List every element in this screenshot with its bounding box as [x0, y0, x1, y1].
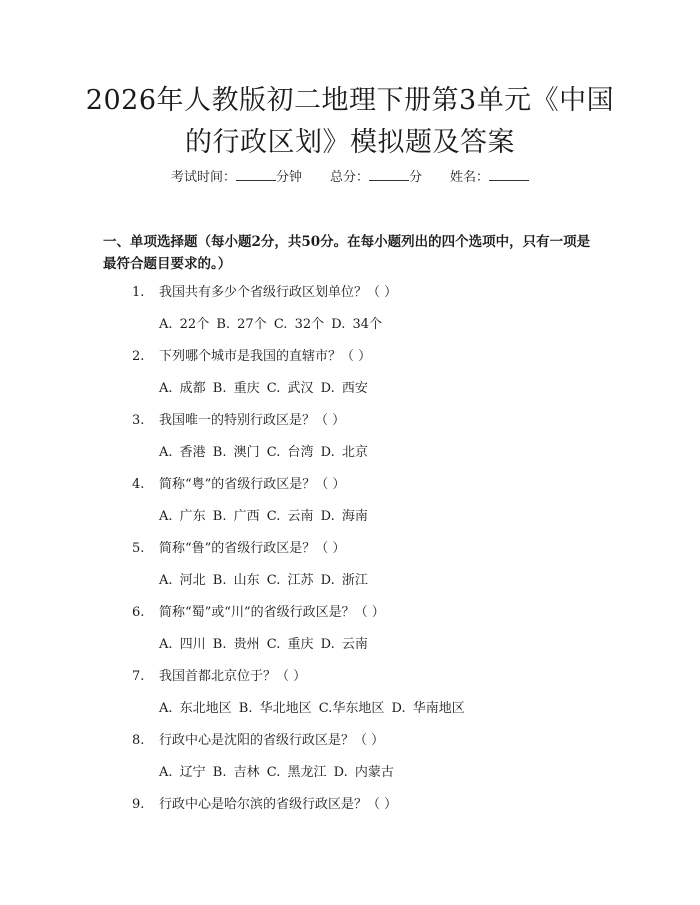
question-stem: 行政中心是沈阳的省级行政区是？（ ）	[159, 733, 385, 748]
title-line-1: 2026年人教版初二地理下册第3单元《中国	[85, 85, 615, 116]
question-number: 9.	[132, 797, 145, 812]
question-options	[0, 571, 700, 603]
options-text: A. 四川 B. 贵州 C. 重庆 D. 云南	[159, 637, 368, 652]
question-number: 2.	[132, 349, 145, 364]
question-number: 4.	[132, 477, 145, 492]
question-stem: 简称“鲁”的省级行政区是？（ ）	[159, 541, 346, 556]
total-score-label: 总分：	[329, 170, 369, 185]
question-item	[0, 667, 700, 699]
question-stem: 下列哪个城市是我国的直辖市？（ ）	[159, 349, 372, 364]
question-stem: 简称“粤”的省级行政区是？（ ）	[159, 477, 346, 492]
question-stem: 我国首都北京位于？（ ）	[159, 669, 307, 684]
question-item	[0, 539, 700, 571]
question-options	[0, 699, 700, 731]
question-item	[0, 475, 700, 507]
title-line-2: 的行政区划》模拟题及答案	[185, 127, 515, 158]
question-stem: 行政中心是哈尔滨的省级行政区是？（ ）	[159, 797, 398, 812]
options-text: A. 河北 B. 山东 C. 江苏 D. 浙江	[159, 573, 368, 588]
section-heading: 一、单项选择题（每小题2分，共50分。在每小题列出的四个选项中，只有一项是最符合题目要求的。）	[103, 234, 591, 272]
question-item	[0, 283, 700, 315]
options-text: A. 成都 B. 重庆 C. 武汉 D. 西安	[159, 381, 368, 396]
question-options	[0, 379, 700, 411]
question-options	[0, 763, 700, 795]
question-options	[0, 443, 700, 475]
options-text: A. 22个 B. 27个 C. 32个 D. 34个	[159, 317, 383, 332]
question-number: 6.	[132, 605, 145, 620]
options-text: A. 香港 B. 澳门 C. 台湾 D. 北京	[159, 445, 368, 460]
options-text: A. 东北地区 B. 华北地区 C.华东地区 D. 华南地区	[159, 701, 465, 716]
question-stem: 我国唯一的特别行政区是？（ ）	[159, 413, 346, 428]
question-number: 7.	[132, 669, 145, 684]
question-options	[0, 315, 700, 347]
options-text: A. 广东 B. 广西 C. 云南 D. 海南	[159, 509, 368, 524]
exam-time-label: 考试时间：	[170, 170, 236, 185]
question-list	[0, 283, 700, 827]
question-options	[0, 507, 700, 539]
name-blank	[489, 168, 529, 181]
question-number: 1.	[132, 285, 145, 300]
exam-info-line	[0, 168, 700, 188]
question-item	[0, 411, 700, 443]
question-item	[0, 347, 700, 379]
question-item	[0, 795, 700, 827]
question-stem: 简称“蜀”或“川”的省级行政区是？（ ）	[159, 605, 385, 620]
question-item	[0, 731, 700, 763]
question-options	[0, 635, 700, 667]
question-stem: 我国共有多少个省级行政区划单位？（ ）	[159, 285, 398, 300]
name-label: 姓名：	[450, 170, 490, 185]
question-item	[0, 603, 700, 635]
total-score-unit: 分	[409, 170, 423, 185]
question-number: 5.	[132, 541, 145, 556]
exam-time-unit: 分钟	[275, 170, 302, 185]
question-number: 8.	[132, 733, 145, 748]
exam-time-blank	[236, 168, 276, 181]
total-score-blank	[369, 168, 409, 181]
question-number: 3.	[132, 413, 145, 428]
document-title	[60, 80, 640, 164]
options-text: A. 辽宁 B. 吉林 C. 黑龙江 D. 内蒙古	[159, 765, 394, 780]
